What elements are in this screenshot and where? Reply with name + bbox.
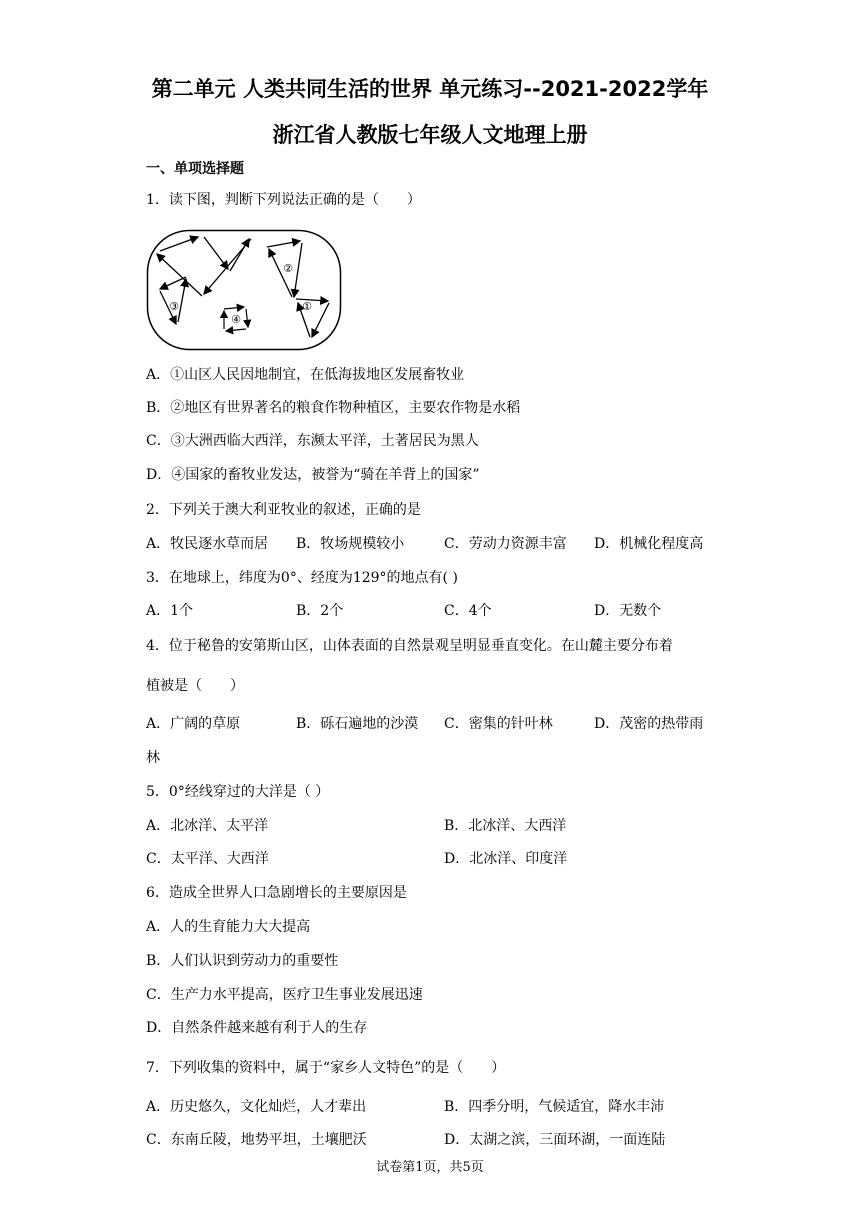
question-5-stem: 5．0°经线穿过的大洋是（ ） [146,784,330,800]
exam-title-line1: 第二单元 人类共同生活的世界 单元练习--2021-2022学年 [151,77,709,101]
question-1-option-c: C．③大洲西临大西洋，东濒太平洋，土著居民为黑人 [146,433,479,449]
question-5-option-b: B．北冰洋、大西洋 [444,818,567,834]
question-4-option-d-wrap: 林 [146,750,160,766]
question-5-option-a: A．北冰洋、太平洋 [146,818,269,834]
question-2-option-c: C．劳动力资源丰富 [444,536,567,552]
page-footer: 试卷第1页，共5页 [376,1160,484,1175]
question-2-option-d: D．机械化程度高 [594,536,704,552]
question-1-option-d: D．④国家的畜牧业发达，被誉为“骑在羊背上的国家” [146,467,480,483]
question-2-option-b: B．牧场规模较小 [296,536,405,552]
figure-arrows-right [267,241,329,337]
question-7-option-b: B．四季分明，气候适宜，降水丰沛 [444,1099,665,1115]
question-6-option-d: D．自然条件越来越有利于人的生存 [146,1020,368,1036]
question-7-option-c: C．东南丘陵，地势平坦，土壤肥沃 [146,1132,367,1148]
question-5-option-d: D．北冰洋、印度洋 [444,851,568,867]
question-4-stem-line2: 植被是（ ） [146,678,244,694]
question-4-option-d: D．茂密的热带雨 [594,716,704,732]
section-heading: 一、单项选择题 [146,161,244,177]
question-4-option-c: C．密集的针叶林 [444,716,553,732]
question-2-option-a: A．牧民逐水草而居 [146,536,269,552]
question-3-option-d: D．无数个 [594,603,662,619]
exam-title-line2: 浙江省人教版七年级人文地理上册 [272,123,588,147]
figure-label-2: ② [283,262,293,275]
question-3-option-b: B．2个 [296,603,344,619]
question-3-option-a: A．1个 [146,603,194,619]
question-7-option-a: A．历史悠久，文化灿烂，人才辈出 [146,1099,367,1115]
question-6-option-c: C．生产力水平提高，医疗卫生事业发展迅速 [146,987,423,1003]
question-4-option-b: B．砾石遍地的沙漠 [296,716,419,732]
question-1-option-b: B．②地区有世界著名的粮食作物种植区，主要农作物是水稻 [146,400,521,416]
question-6-option-a: A．人的生育能力大大提高 [146,919,311,935]
question-1-stem: 1．读下图，判断下列说法正确的是（ ） [146,192,421,208]
question-3-option-c: C．4个 [444,603,492,619]
question-7-option-d: D．太湖之滨，三面环湖，一面连陆 [444,1132,666,1148]
question-4-option-a: A．广阔的草原 [146,716,241,732]
question-6-stem: 6．造成全世界人口急剧增长的主要原因是 [146,885,407,901]
figure-label-3: ③ [169,300,179,313]
figure-label-4: ④ [231,313,241,326]
question-6-option-b: B．人们认识到劳动力的重要性 [146,953,339,969]
figure-label-1: ① [302,300,312,313]
question-2-stem: 2．下列关于澳大利亚牧业的叙述，正确的是 [146,502,421,518]
question-5-option-c: C．太平洋、大西洋 [146,851,269,867]
question-1-figure [146,229,342,353]
question-1-option-a: A．①山区人民因地制宜，在低海拔地区发展畜牧业 [146,367,465,383]
question-3-stem: 3．在地球上，纬度为0°、经度为129°的地点有( ) [146,570,458,586]
question-4-stem-line1: 4．位于秘鲁的安第斯山区，山体表面的自然景观呈明显垂直变化。在山麓主要分布着 [146,638,673,654]
question-7-stem: 7．下列收集的资料中，属于“家乡人文特色”的是（ ） [146,1060,506,1076]
